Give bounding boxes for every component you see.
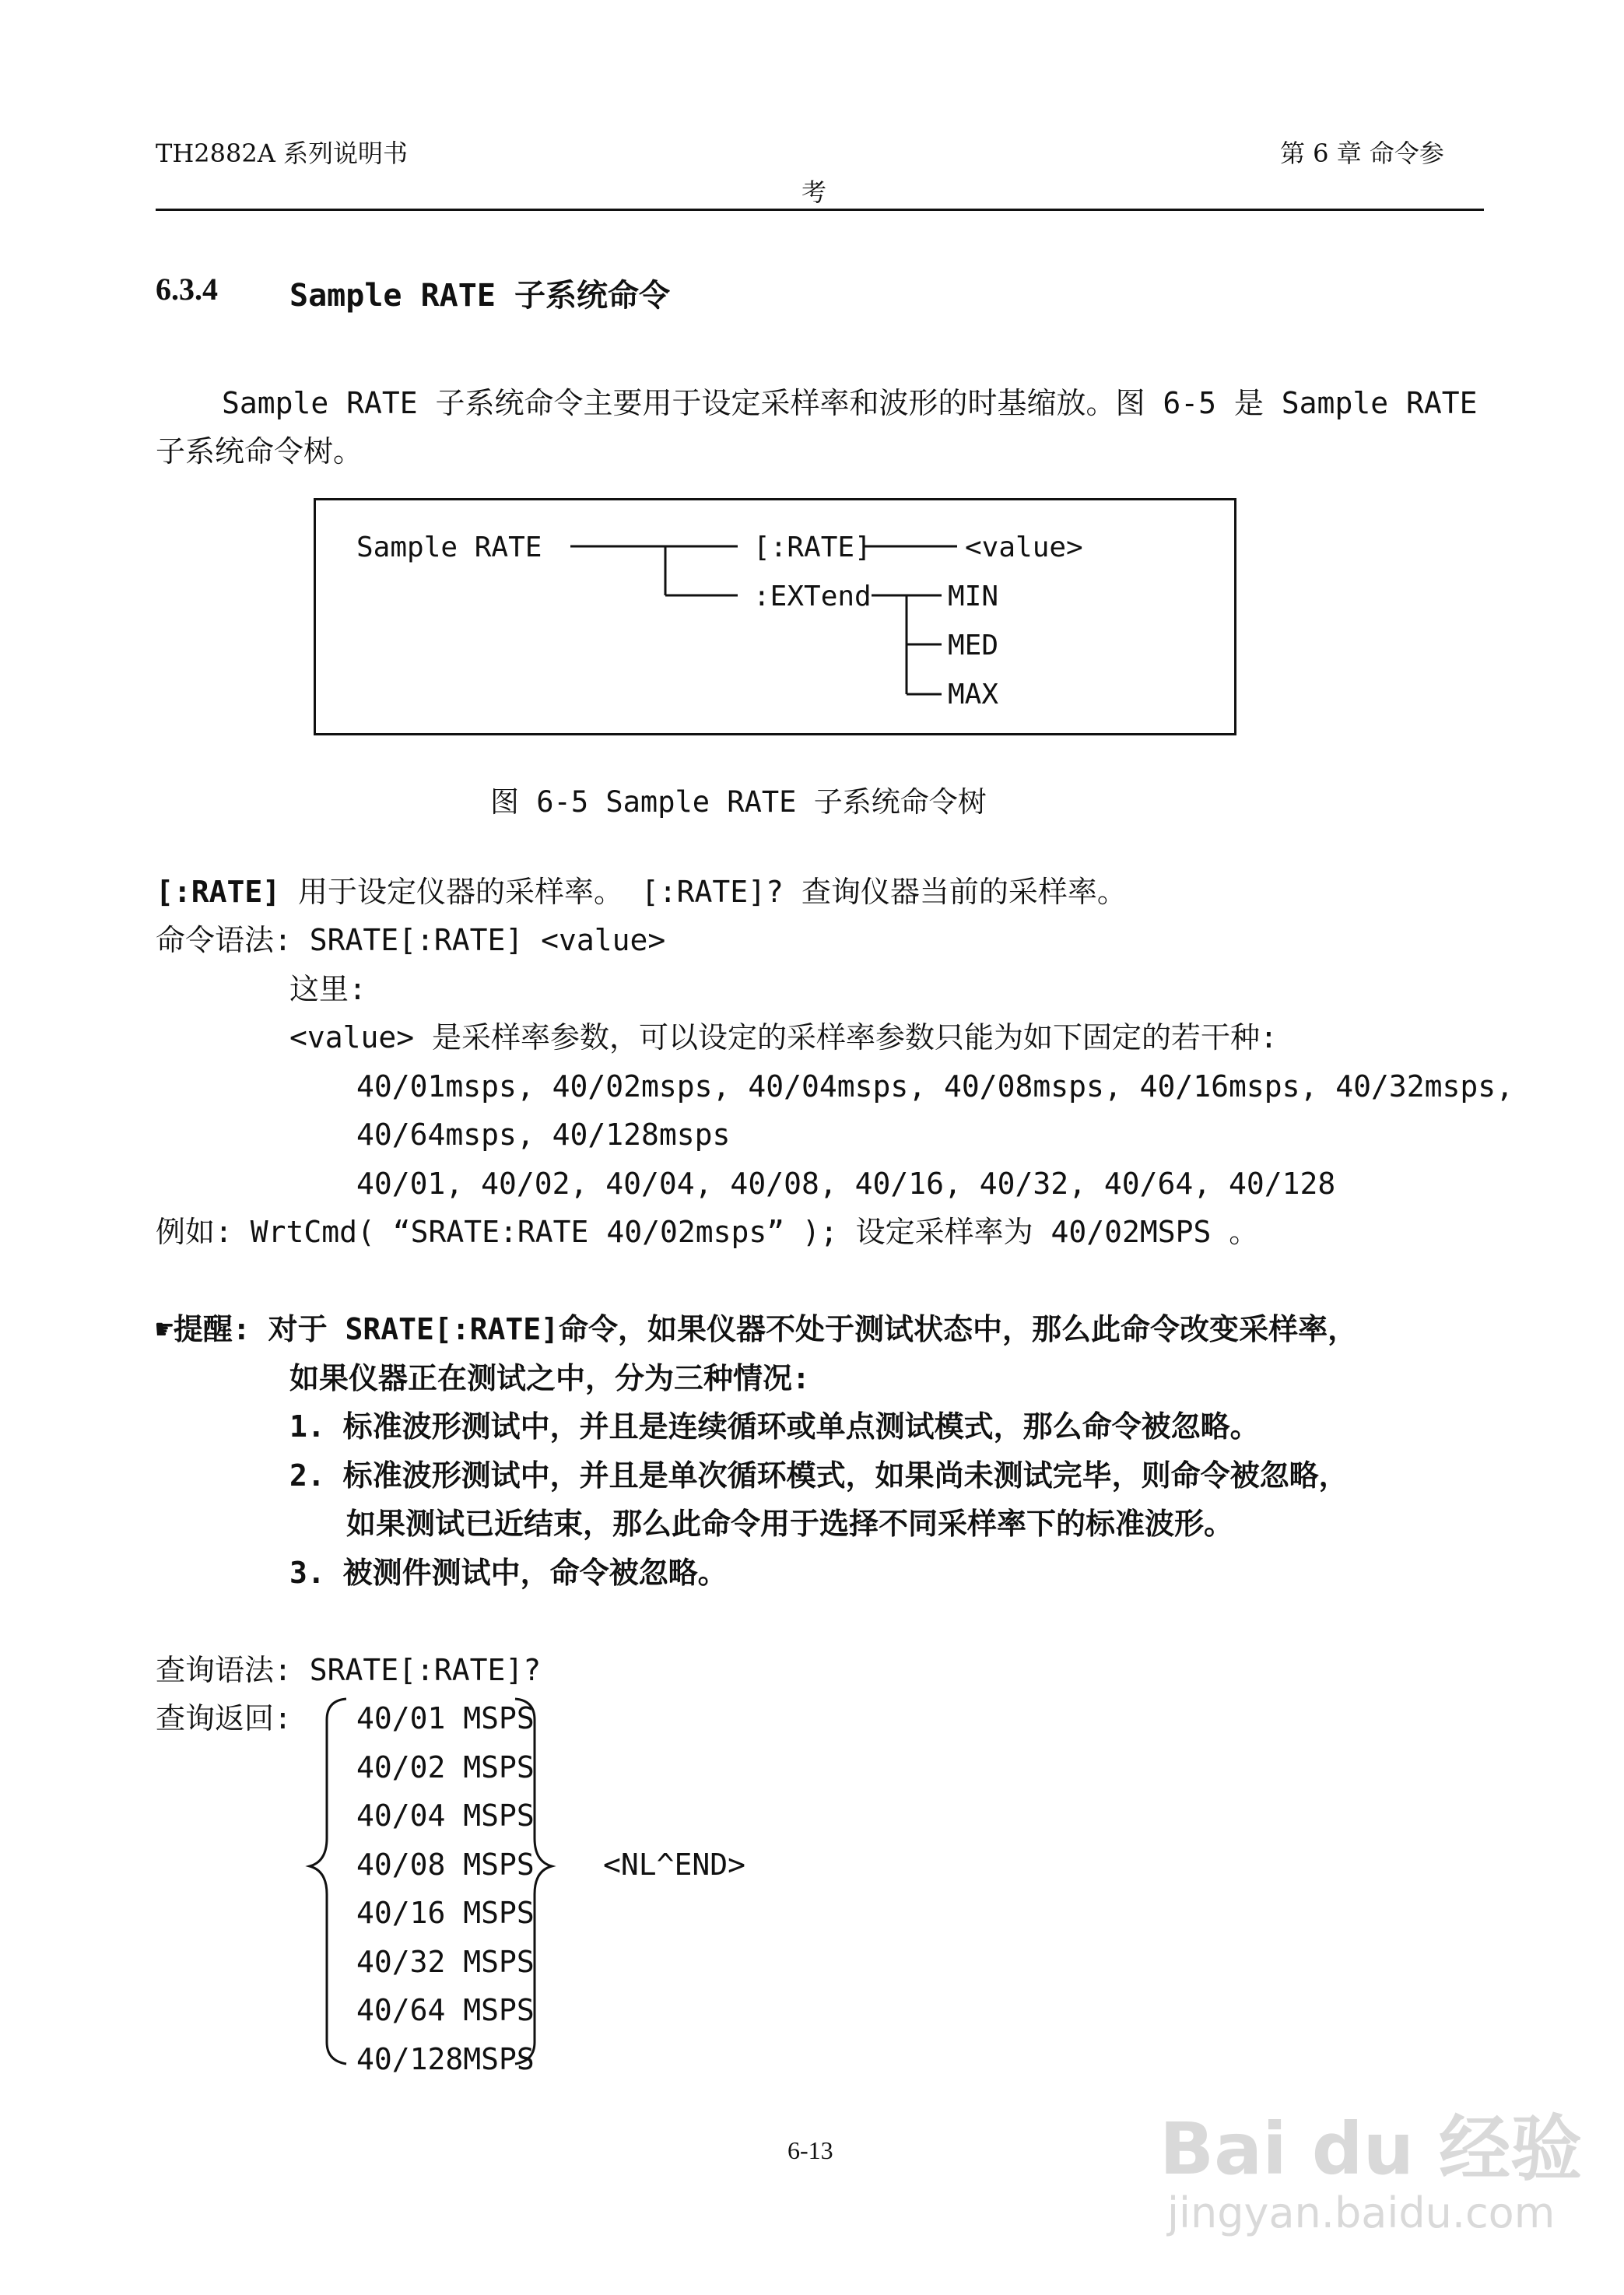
rate-label: [:RATE] [156, 875, 281, 909]
section-number: 6.3.4 [156, 272, 218, 307]
query-return-3: 40/08 MSPS [356, 1848, 535, 1882]
page-number: 6-13 [787, 2136, 833, 2164]
header-doc-title: TH2882A 系列说明书 [156, 139, 408, 168]
tree-extend: :EXTend [753, 581, 872, 612]
query-return-1: 40/02 MSPS [356, 1750, 535, 1784]
intro-line-2: 子系统命令树。 [156, 434, 363, 468]
tree-med: MED [948, 630, 999, 661]
reminder-item-1: 1. 标准波形测试中，并且是连续循环或单点测试模式，那么命令被忽略。 [289, 1409, 1260, 1444]
cmd-value-desc: <value> 是采样率参数，可以设定的采样率参数只能为如下固定的若干种: [289, 1020, 1278, 1055]
tree-root: Sample RATE [356, 532, 542, 563]
section-title: Sample RATE 子系统命令 [289, 278, 670, 314]
cmd-values-line-3: 40/01, 40/02, 40/04, 40/08, 40/16, 40/32, 40/64, 40/128 [356, 1167, 1336, 1201]
query-return-6: 40/64 MSPS [356, 1993, 535, 2027]
query-syntax: 查询语法: SRATE[:RATE]? [156, 1653, 542, 1687]
reminder-line-2: 如果仪器正在测试之中，分为三种情况: [289, 1361, 810, 1395]
query-return-5: 40/32 MSPS [356, 1945, 535, 1979]
reminder-item-3: 3. 被测件测试中，命令被忽略。 [289, 1556, 728, 1590]
reminder-item-2-cont: 如果测试已近结束，那么此命令用于选择不同采样率下的标准波形。 [346, 1507, 1234, 1541]
query-terminator: <NL^END> [603, 1848, 746, 1882]
cmd-values-line-1: 40/01msps, 40/02msps, 40/04msps, 40/08msps, 40/16msps, 40/32msps, [356, 1069, 1514, 1104]
intro-line-1: Sample RATE 子系统命令主要用于设定采样率和波形的时基缩放。图 6-5 是 Sample RATE [222, 386, 1478, 420]
query-return-7: 40/128MSPS [356, 2042, 535, 2076]
cmd-example: 例如: WrtCmd( “SRATE:RATE 40/02msps” ); 设定采样率为 40/02MSPS 。 [156, 1215, 1259, 1249]
pointing-hand-icon: ☛ [156, 1312, 174, 1346]
query-return-0: 40/01 MSPS [356, 1701, 535, 1735]
tree-min: MIN [948, 581, 999, 612]
reminder-item-2: 2. 标准波形测试中，并且是单次循环模式，如果尚未测试完毕，则命令被忽略， [289, 1458, 1349, 1493]
query-return-2: 40/04 MSPS [356, 1798, 535, 1833]
figure-caption: 图 6-5 Sample RATE 子系统命令树 [490, 785, 987, 819]
header-chapter-cont: 考 [801, 177, 827, 207]
watermark-logo: Bai du 经验 [1159, 2107, 1583, 2191]
tree-rate: [:RATE] [753, 532, 872, 563]
cmd-here: 这里: [289, 972, 367, 1006]
query-return-4: 40/16 MSPS [356, 1896, 535, 1930]
tree-max: MAX [948, 679, 999, 711]
query-return-label: 查询返回: [156, 1701, 292, 1735]
tree-value: <value> [965, 532, 1083, 563]
cmd-values-line-2: 40/64msps, 40/128msps [356, 1118, 731, 1152]
rate-desc: 用于设定仪器的采样率。 [:RATE]? 查询仪器当前的采样率。 [280, 875, 1127, 909]
reminder-text-1: 提醒: 对于 SRATE[:RATE]命令，如果仪器不处于测试状态中，那么此命令改变采样率， [173, 1312, 1358, 1346]
header-chapter: 第 6 章 命令参 [1280, 139, 1444, 168]
cmd-syntax: 命令语法: SRATE[:RATE] <value> [156, 923, 666, 957]
watermark-url: jingyan.baidu.com [1167, 2188, 1556, 2237]
